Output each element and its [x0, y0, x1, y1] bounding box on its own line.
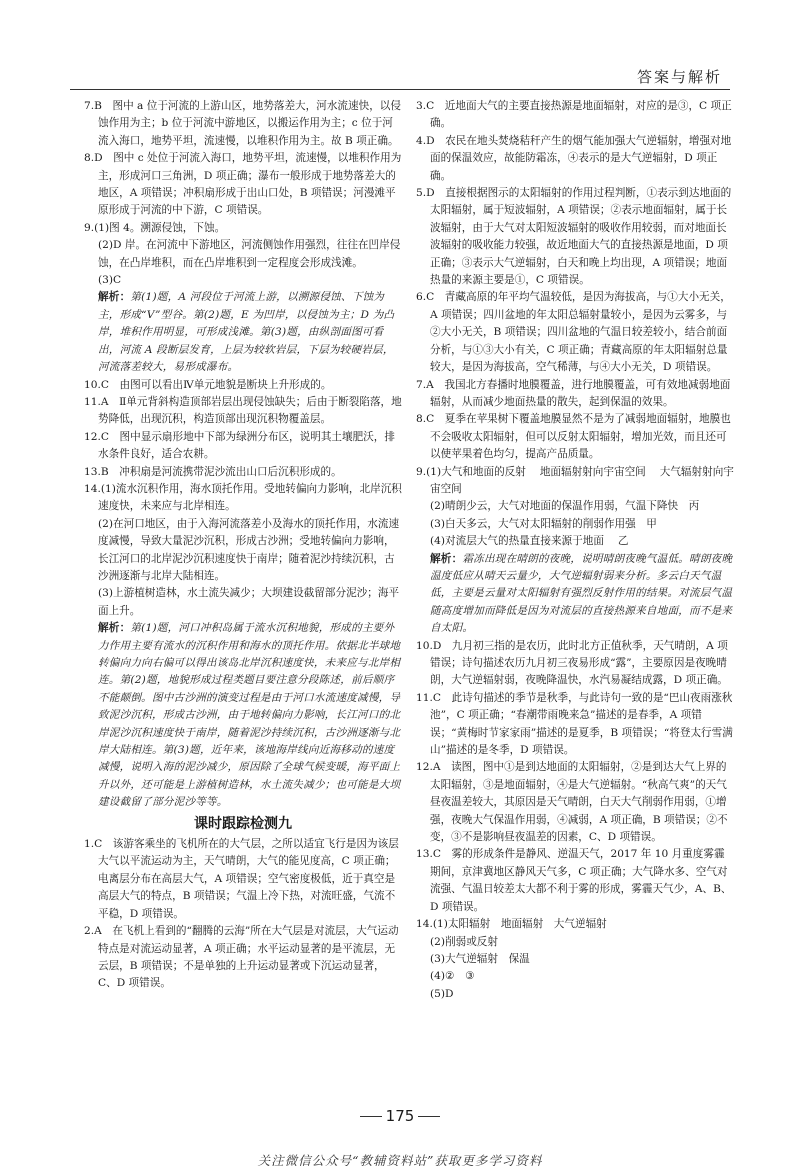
answer-subitem: (2)晴朗少云，大气对地面的保温作用弱，气温下降快 丙 [430, 500, 700, 513]
explanation-block [84, 620, 402, 811]
answer-item: 10.C 由图可以看出Ⅳ单元地貌是断块上升形成的。 [84, 378, 332, 391]
answer-subitem: (4)对流层大气的热量直接来源于地面 乙 [430, 535, 629, 548]
explanation-label: 解析： [98, 622, 131, 635]
answer-item: 11.A Ⅱ单元背斜构造顶部岩层出现侵蚀缺失；后由于断裂陷落，地势降低，出现沉积，构造顶部出现沉积物覆盖层。 [84, 395, 402, 426]
answer-item: 11.C 此诗句描述的季节是秋季，与此诗句一致的是“巴山夜雨涨秋池”，C 项正确；“春潮带雨晚来急”描述的是春季，A 项错误；“黄梅时节家家雨”描述的是夏季，B 项错误；“将登太行雪满山”描述的是冬季，D 项错误。 [416, 691, 733, 757]
answer-item: 2.A 在飞机上看到的“翻腾的云海”所在大气层是对流层，大气运动特点是对流运动显著，A 项正确；水平运动显著的是平流层，无云层，B 项错误；不是单独的上升运动显著或下沉运动显著，C、D 项错误。 [84, 925, 399, 990]
answer-item: 8.D 图中 c 处位于河流入海口，地势平坦，流速慢，以堆积作用为主，形成河口三角洲，D 项正确；瀑布一般形成于地势落差大的地区，A 项错误；冲积扇形成于出山口处，B 项错误；河漫滩平原形成于河流的中下游，C 项错误。 [84, 152, 402, 217]
explanation-text: 第(1)题，河口冲积岛属于流水沉积地貌，形成的主要外力作用主要有流水的沉积作用和海水的顶托作用。依据北半球地转偏向力向右偏可以得出该岛北岸沉积速度快，未来应与北岸相连。第(2)题，地貌形成过程类题目要注意分段陈述，前后顺序不能颠倒。图中古沙洲的演变过程是由于河口水流速度减慢，导致泥沙沉积，形成古沙洲，由于地转偏向力影响，长江河口的北岸泥沙沉积速度快于南岸，随着泥沙持续沉积，古沙洲逐渐与北岸大陆相连。第(3)题，近年来，该地海岸线向近海移动的速度减慢，说明入海的泥沙减少，原因除了全球气候变暖，海平面上升以外，还可能是上游植树造林，水土流失减少；也可能是大坝建设截留了部分泥沙等等。 [98, 622, 401, 809]
page-number-dash-left [360, 1116, 382, 1117]
page-number-dash-right [418, 1116, 440, 1117]
answer-subitem: (2)削弱或反射 [430, 935, 498, 948]
answer-subitem: (3)C [98, 274, 122, 287]
answer-subitem: (2)在河口地区，由于入海河流落差小及海水的顶托作用，水流速度减慢，导致大量泥沙沉积，形成古沙洲；受地转偏向力影响，长江河口的北岸泥沙沉积速度快于南岸；随着泥沙持续沉积，古沙洲逐渐与北岸大陆相连。 [98, 517, 400, 582]
explanation-block [416, 551, 734, 638]
answer-item: 12.C 图中显示扇形地中下部为绿洲分布区，说明其土壤肥沃，排水条件良好，适合农耕。 [84, 430, 395, 461]
explanation-text: 第(1)题，A 河段位于河流上游，以溯源侵蚀、下蚀为主，形成“V”型谷。第(2)题，E 为凹岸，以侵蚀为主；D 为凸岸，堆积作用明显，可形成浅滩。第(3)题，由纵剖面图可看出，河流 A 段断层发育，上层为较软岩层，下层为较硬岩层，河流落差较大，易形成瀑布。 [98, 291, 395, 374]
left-column [84, 98, 402, 993]
answer-item: 14.(1)流水沉积作用，海水顶托作用。受地转偏向力影响，北岸沉积速度快，未来应与北岸相连。 [84, 482, 402, 513]
section-title: 课时跟踪检测九 [194, 815, 292, 832]
answer-item: 9.(1)大气和地面的反射 地面辐射射向宇宙空间 大气辐射射向宇宙空间 [416, 465, 734, 495]
answer-subitem: (3)大气逆辐射 保温 [430, 952, 530, 965]
answer-item: 10.D 九月初三指的是农历，此时北方正值秋季，天气晴朗，A 项错误；诗句描述农历九月初三夜易形成“露”，主要原因是夜晚晴朗，大气逆辐射弱，夜晚降温快，水汽易凝结成露，D 项正确。 [416, 639, 728, 687]
answer-item: 3.C 近地面大气的主要直接热源是地面辐射，对应的是③，C 项正确。 [416, 100, 732, 130]
answer-subitem: (5)D [430, 987, 454, 1000]
answer-item: 5.D 直接根据图示的太阳辐射的作用过程判断，①表示到达地面的太阳辐射，属于短波辐射，A 项错误；②表示地面辐射，属于长波辐射，由于大气对太阳短波辐射的吸收作用较弱，而对地面长波辐射的吸收能力较强，故近地面大气的直接热源是地面，D 项正确；③表示大气逆辐射，白天和晚上均出现，A 项错误；地面热量的来源主要是①，C 项错误。 [416, 187, 732, 287]
answer-item: 4.D 农民在地头焚烧秸秆产生的烟气能加强大气逆辐射，增强对地面的保温效应，故能防霜冻，④表示的是大气逆辐射，D 项正确。 [416, 134, 732, 182]
answer-item: 13.B 冲积扇是河流携带泥沙流出山口后沉积形成的。 [84, 465, 342, 478]
footer-note: 关注微信公众号“教辅资料站”获取更多学习资料 [257, 1153, 543, 1168]
answer-subitem: (3)白天多云，大气对太阳辐射的削弱作用强 甲 [430, 517, 657, 530]
answer-item: 7.B 图中 a 位于河流的上游山区，地势落差大，河水流速快，以侵蚀作用为主；b 位于河流中游地区，以搬运作用为主；c 位于河流入海口，地势平坦，流速慢，以堆积作用为主。故 B 项正确。 [84, 100, 401, 147]
answer-subitem: (3)上游植树造林，水土流失减少；大坝建设截留部分泥沙；海平面上升。 [98, 587, 400, 617]
page-header-title: 答案与解析 [636, 68, 722, 86]
answer-item: 7.A 我国北方春播时地膜覆盖，进行地膜覆盖，可有效地减弱地面辐射，从而减少地面热量的散失，起到保温的效果。 [416, 378, 731, 408]
page-number [0, 1107, 800, 1125]
answer-subitem: (4)② ③ [430, 970, 475, 983]
page-number-text: 175 [385, 1107, 415, 1125]
answer-item: 1.C 该游客乘坐的飞机所在的大气层，之所以适宜飞行是因为该层大气以平流运动为主，天气晴朗，大气的能见度高，C 项正确；电离层分布在高层大气，A 项错误；空气密度极低，近于真空是高层大气的特点，B 项错误；气温上冷下热，对流旺盛，气流不平稳，D 项错误。 [84, 838, 399, 920]
answer-item: 14.(1)太阳辐射 地面辐射 大气逆辐射 [416, 918, 607, 931]
explanation-label: 解析： [98, 291, 131, 304]
explanation-text: 霜冻出现在晴朗的夜晚，说明晴朗夜晚气温低。晴朗夜晚温度低应从晴天云量少，大气逆辐射弱来分析。多云白天气温低，主要是云量对太阳辐射有强烈反射作用的结果。对流层气温随高度增加而降低是因为对流层的直接热源来自地面，而不是来自太阳。 [430, 552, 733, 635]
explanation-block [84, 289, 402, 376]
answer-item: 6.C 青藏高原的年平均气温较低，是因为海拔高，与①大小无关，A 项错误；四川盆地的年太阳总辐射量较小，是因为云雾多，与②大小无关，B 项错误；四川盆地的气温日较差较小，结合前面分析，与①③大小有关，C 项正确；青藏高原的年太阳辐射总量较大，是因为海拔高，空气稀薄，与④大小无关，D 项错误。 [416, 291, 731, 374]
answer-item: 12.A 读图，图中①是到达地面的太阳辐射，②是到达大气上界的太阳辐射，③是地面辐射，④是大气逆辐射。“秋高气爽”的天气昼夜温差较大，其原因是天气晴朗，白天大气削弱作用弱，①增强，夜晚大气保温作用弱，④减弱，A 项正确，B 项错误；②不变，③不是影响昼夜温差的因素，C、D 项错误。 [416, 761, 728, 844]
header-rule [70, 89, 730, 90]
answer-subitem: (2)D 岸。在河流中下游地区，河流侧蚀作用强烈，往往在凹岸侵蚀，在凸岸堆积，而在凸岸堆积到一定程度会形成浅滩。 [98, 239, 401, 269]
answer-item: 8.C 夏季在苹果树下覆盖地膜显然不是为了减弱地面辐射，地膜也不会吸收太阳辐射，但可以反射太阳辐射，增加光效，而且还可以使苹果着色均匀，提高产品质量。 [416, 413, 731, 461]
right-column [416, 98, 734, 1003]
answer-item: 13.C 雾的形成条件是静风、逆温天气，2017 年 10 月重度雾霾期间，京津冀地区静风天气多，C 项正确；大气降水多、空气对流强、气温日较差太大都不利于雾的形成，雾霾天气少，A、B、D 项错误。 [416, 848, 732, 913]
answer-item: 9.(1)图 4。溯源侵蚀，下蚀。 [84, 221, 226, 234]
explanation-label: 解析： [430, 552, 463, 565]
